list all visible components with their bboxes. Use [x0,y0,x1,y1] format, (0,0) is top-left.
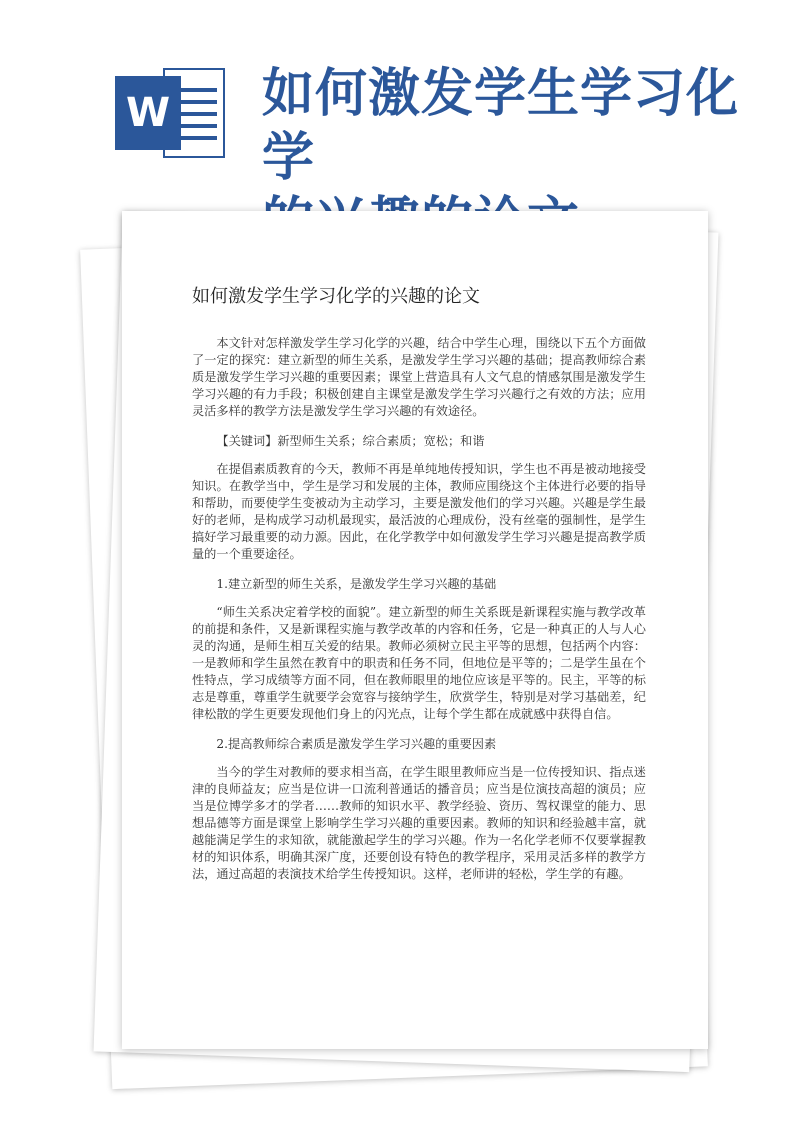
header [0,0,800,205]
section1-heading: 1.建立新型的师生关系，是激发学生学习兴趣的基础 [216,577,497,591]
keywords-line: 【关键词】新型师生关系；综合素质；宽松；和谐 [216,434,485,448]
banner-title-line1: 如何激发学生学习化学 [262,64,740,188]
section2-paragraph: 当今的学生对教师的要求相当高，在学生眼里教师应当是一位传授知识、指点迷津的良师益友；应当是位讲一口流利普通话的播音员；应当是位演技高超的演员；应当是位博学多才的学者……教师的知识水平、教学经验、资历、驾权课堂的能力、思想品德等方面是课堂上影响学生学习兴趣的重要因素。教师的知识和经验越丰富，就越能满足学生的求知欲，就能激起学生的学习兴趣。作为一名化学老师不仅要掌握教材的知识体系，明确其深广度，还要创设有特色的教学程序，采用灵活多样的教学方法，通过高超的表演技术给学生传授知识。这样，老师讲的轻松，学生学的有趣。 [192,765,646,881]
section1-paragraph: “师生关系决定着学校的面貌”。建立新型的师生关系既是新课程实施与教学改革的前提和条件，又是新课程实施与教学改革的内容和任务，它是一种真正的人与人心灵的沟通，是师生相互关爱的结果。教师必须树立民主平等的思想，包括两个内容：一是教师和学生虽然在教育中的职责和任务不同，但地位是平等的；二是学生虽在个性特点，学习成绩等方面不同，但在教师眼里的地位应该是平等的。民主，平等的标志是尊重，尊重学生就要学会宽容与接纳学生，欣赏学生，特别是对学习基础差，纪律松散的学生更要发现他们身上的闪光点，让每个学生都在成就感中获得自信。 [192,605,646,721]
page-title: 如何激发学生学习化学的兴趣的论文 [192,286,480,307]
document-content [192,285,646,896]
abstract-paragraph: 本文针对怎样激发学生学习化学的兴趣，结合中学生心理，围绕以下五个方面做了一定的探究：建立新型的师生关系，是激发学生学习兴趣的基础；提高教师综合素质是激发学生学习兴趣的重要因素；课堂上营造具有人文气息的情感氛围是激发学生学习兴趣的有力手段；积极创建自主课堂是激发学生学习兴趣行之有效的方法；应用灵活多样的教学方法是激发学生学习兴趣的有效途径。 [192,336,646,418]
word-document-icon [115,68,225,158]
word-w-icon: W [115,76,181,150]
document-page[interactable] [122,211,708,1049]
section2-heading: 2.提高教师综合素质是激发学生学习兴趣的重要因素 [216,737,497,751]
intro-paragraph: 在提倡素质教育的今天，教师不再是单纯地传授知识，学生也不再是被动地接受知识。在教学当中，学生是学习和发展的主体，教师应围绕这个主体进行必要的指导和帮助，而要使学生变被动为主动学习，主要是激发他们的学习兴趣。兴趣是学生最好的老师，是构成学习动机最现实，最活波的心理成份，没有丝毫的强制性，是学生搞好学习最重要的动力源。因此，在化学教学中如何激发学生学习兴趣是提高教学质量的一个重要途径。 [192,462,646,561]
